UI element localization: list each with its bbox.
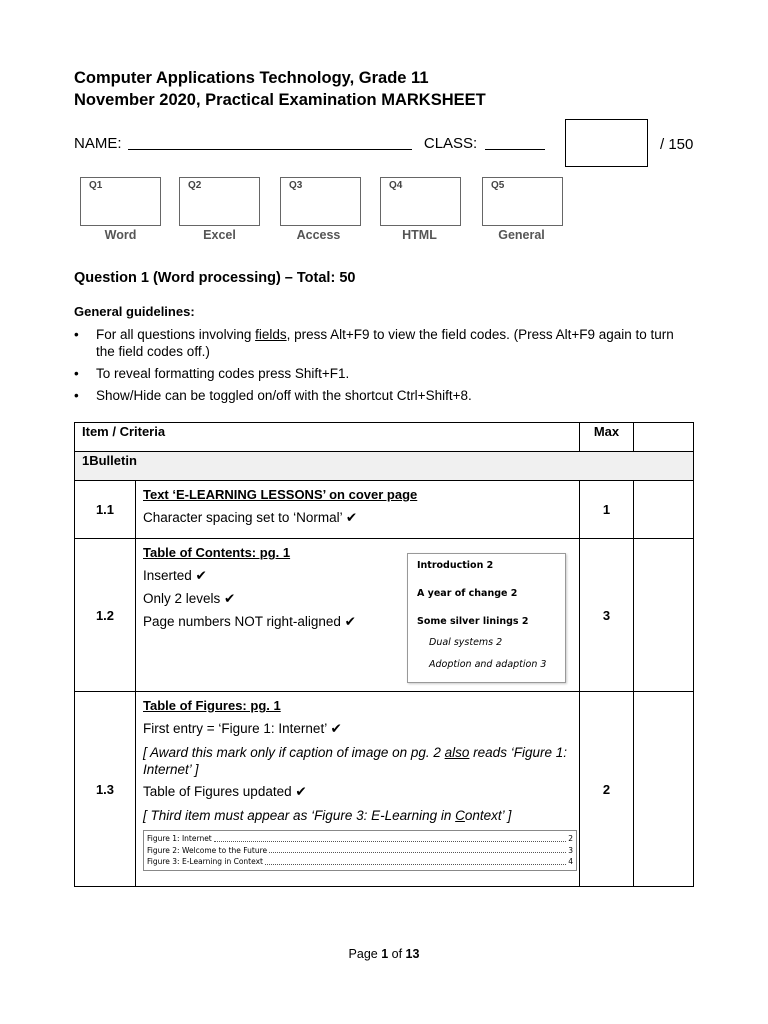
- toc-entry: Introduction 2: [417, 560, 494, 571]
- doc-title-line2: November 2020, Practical Examination MARKSHEET: [74, 91, 486, 109]
- item-max: 3: [580, 539, 634, 692]
- q5-section-label: General: [498, 228, 545, 242]
- item-number: 1.2: [75, 539, 136, 692]
- q2-section-label: Excel: [203, 228, 236, 242]
- tof-entry: Figure 2: Welcome to the Future 3: [147, 845, 573, 855]
- item-number: 1.1: [75, 481, 136, 539]
- criteria-note: [ Award this mark only if caption of image on pg. 2 also reads ‘Figure 1: Internet’ ]: [143, 745, 567, 777]
- criteria-line: First entry = ‘Figure 1: Internet’ ✔: [143, 721, 342, 736]
- fields-term: fields: [255, 327, 287, 342]
- toc-entry: Adoption and adaption 3: [429, 659, 547, 670]
- criteria-line: Table of Figures updated ✔: [143, 784, 307, 799]
- criteria-line: Inserted ✔: [143, 568, 207, 583]
- guidelines-heading: General guidelines:: [74, 304, 195, 319]
- question-heading: Question 1 (Word processing) – Total: 50: [74, 270, 356, 286]
- item-criteria: [136, 692, 580, 887]
- toc-entry: Some silver linings 2: [417, 616, 529, 627]
- criteria-title: Text ‘E-LEARNING LESSONS’ on cover page: [143, 487, 418, 502]
- col-mark: [634, 423, 694, 452]
- item-mark-cell[interactable]: [634, 692, 694, 887]
- q1-score-box[interactable]: [80, 177, 161, 226]
- name-label: NAME:: [74, 135, 122, 152]
- q1-code: Q1: [89, 180, 103, 191]
- toc-entry: A year of change 2: [417, 588, 518, 599]
- q3-score-box[interactable]: [280, 177, 361, 226]
- guideline-fields: • For all questions involving fields, press Alt+F9 to view the field codes. (Press Alt+F9 again to turn the field codes off.): [74, 326, 694, 360]
- criteria-line: Character spacing set to ‘Normal’ ✔: [143, 510, 358, 525]
- item-max: 1: [580, 481, 634, 539]
- q3-section-label: Access: [296, 228, 341, 242]
- table-row: [75, 481, 694, 539]
- col-item-criteria: Item / Criteria: [75, 423, 580, 452]
- criteria-line: Page numbers NOT right-aligned ✔: [143, 614, 356, 629]
- toc-example-image: [407, 553, 566, 683]
- tof-entry: Figure 3: E-Learning in Context 4: [147, 857, 573, 866]
- q2-code: Q2: [188, 180, 202, 191]
- table-header-row: [75, 423, 694, 452]
- q5-code: Q5: [491, 180, 505, 191]
- item-max: 2: [580, 692, 634, 887]
- q4-score-box[interactable]: [380, 177, 461, 226]
- total-pages: 13: [405, 947, 420, 961]
- item-number: 1.3: [75, 692, 136, 887]
- total-score-box[interactable]: [565, 119, 648, 167]
- section-row: [75, 452, 694, 481]
- item-mark-cell[interactable]: [634, 481, 694, 539]
- class-field[interactable]: [485, 135, 545, 150]
- item-criteria: [136, 481, 580, 539]
- item-mark-cell[interactable]: [634, 539, 694, 692]
- criteria-table: [74, 422, 694, 887]
- class-label: CLASS:: [423, 135, 478, 152]
- q3-code: Q3: [289, 180, 303, 191]
- criteria-line: Only 2 levels ✔: [143, 591, 236, 606]
- table-row: [75, 692, 694, 887]
- page-footer: Page 1 of 13: [348, 947, 420, 961]
- q4-code: Q4: [389, 180, 403, 191]
- col-max: Max: [580, 423, 634, 452]
- q4-section-label: HTML: [402, 228, 437, 242]
- item-criteria: [136, 539, 580, 692]
- section-label: 1Bulletin: [75, 452, 694, 481]
- criteria-title: Table of Contents: pg. 1: [143, 545, 291, 560]
- current-page: 1: [381, 947, 389, 961]
- guidelines-list: [74, 326, 694, 409]
- guideline-formatting: • To reveal formatting codes press Shift+F1.: [74, 365, 694, 382]
- q1-section-label: Word: [104, 228, 137, 242]
- criteria-title: Table of Figures: pg. 1: [143, 698, 281, 713]
- doc-title-line1: Computer Applications Technology, Grade 11: [74, 69, 429, 87]
- q5-score-box[interactable]: [482, 177, 563, 226]
- name-class-row: [74, 135, 545, 152]
- guideline-show-hide: • Show/Hide can be toggled on/off with the shortcut Ctrl+Shift+8.: [74, 387, 694, 404]
- toc-entry: Dual systems 2: [429, 637, 503, 648]
- tof-example-image: [143, 830, 577, 871]
- name-field[interactable]: [128, 135, 412, 150]
- tof-entry: Figure 1: Internet 2: [147, 834, 573, 843]
- criteria-note: [ Third item must appear as ‘Figure 3: E-Learning in Context’ ]: [143, 808, 512, 823]
- table-row: [75, 539, 694, 692]
- q2-score-box[interactable]: [179, 177, 260, 226]
- total-max-label: / 150: [660, 136, 694, 153]
